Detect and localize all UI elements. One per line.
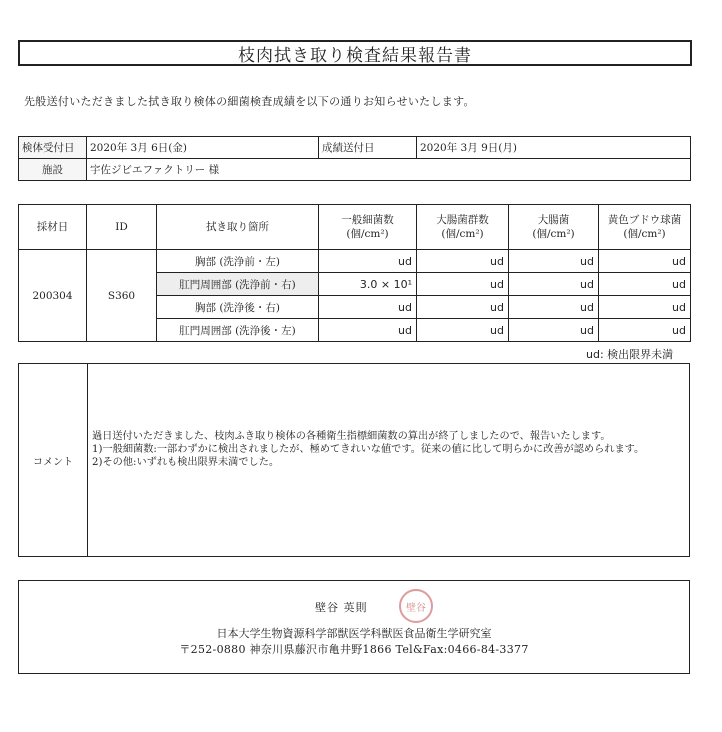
ecoli-cell: ud xyxy=(509,250,599,273)
header-general-bacteria: 一般細菌数 (個/cm²) xyxy=(319,205,417,250)
staph-cell: ud xyxy=(599,319,691,342)
info-table xyxy=(18,136,691,181)
comment-label: コメント xyxy=(19,364,88,556)
sample-date-cell: 200304 xyxy=(19,250,87,342)
header-ecoli: 大腸菌 (個/cm²) xyxy=(509,205,599,250)
ecoli-cell: ud xyxy=(509,319,599,342)
ecoli-cell: ud xyxy=(509,273,599,296)
site-cell: 胸部 (洗浄前・左) xyxy=(157,250,319,273)
general-bacteria-cell: ud xyxy=(319,319,417,342)
coliform-cell: ud xyxy=(417,296,509,319)
contact-address: 〒252-0880 神奈川県藤沢市亀井野1866 Tel&Fax:0466-84-3377 xyxy=(179,643,529,656)
site-cell: 肛門周囲部 (洗浄前・右) xyxy=(157,273,319,296)
staph-cell: ud xyxy=(599,296,691,319)
info-row-facility xyxy=(19,159,691,181)
general-bacteria-cell: ud xyxy=(319,250,417,273)
received-date-label: 検体受付日 xyxy=(19,137,87,159)
sent-date-value: 2020年 3月 9日(月) xyxy=(417,137,691,159)
facility-label: 施設 xyxy=(19,159,87,181)
info-row-dates xyxy=(19,137,691,159)
comment-body xyxy=(88,364,689,556)
sample-id-cell: S360 xyxy=(87,250,157,342)
header-id: ID xyxy=(87,205,157,250)
report-title: 枝肉拭き取り検査結果報告書 xyxy=(18,40,692,66)
results-header-row xyxy=(19,205,691,250)
intro-text: 先般送付いただきました拭き取り検体の細菌検査成績を以下の通りお知らせいたします。 xyxy=(24,95,475,108)
signature-block xyxy=(18,580,690,674)
received-date-value: 2020年 3月 6日(金) xyxy=(87,137,319,159)
sent-date-label: 成績送付日 xyxy=(319,137,417,159)
ecoli-cell: ud xyxy=(509,296,599,319)
facility-value: 宇佐ジビエファクトリー 様 xyxy=(87,159,691,181)
comment-line: 1)一般細菌数:一部わずかに検出されましたが、極めてきれいな値です。従来の値に比して明らかに改善が認められます。 xyxy=(92,444,645,455)
header-sample-date: 採材日 xyxy=(19,205,87,250)
seal-stamp-icon: 壁谷 xyxy=(399,589,433,623)
affiliation: 日本大学生物資源科学部獣医学科獣医食品衛生学研究室 xyxy=(216,627,492,640)
staph-cell: ud xyxy=(599,273,691,296)
signer-name: 壁谷 英則 xyxy=(315,601,368,614)
site-cell: 胸部 (洗浄後・右) xyxy=(157,296,319,319)
comment-line: 過日送付いただきました、枝肉ふき取り検体の各種衛生指標細菌数の算出が終了しましたので、報告いたします。 xyxy=(92,431,611,442)
coliform-cell: ud xyxy=(417,250,509,273)
staph-cell: ud xyxy=(599,250,691,273)
header-coliform: 大腸菌群数 (個/cm²) xyxy=(417,205,509,250)
table-row xyxy=(19,250,691,273)
header-staphylococcus: 黄色ブドウ球菌 (個/cm²) xyxy=(599,205,691,250)
site-cell: 肛門周囲部 (洗浄後・左) xyxy=(157,319,319,342)
ud-legend: ud: 検出限界未満 xyxy=(586,348,674,361)
general-bacteria-cell: ud xyxy=(319,296,417,319)
coliform-cell: ud xyxy=(417,319,509,342)
coliform-cell: ud xyxy=(417,273,509,296)
results-table xyxy=(18,204,691,342)
comment-line: 2)その他:いずれも検出限界未満でした。 xyxy=(92,457,280,468)
header-site: 拭き取り箇所 xyxy=(157,205,319,250)
comment-section xyxy=(18,363,690,557)
general-bacteria-cell: 3.0 × 10¹ xyxy=(319,273,417,296)
